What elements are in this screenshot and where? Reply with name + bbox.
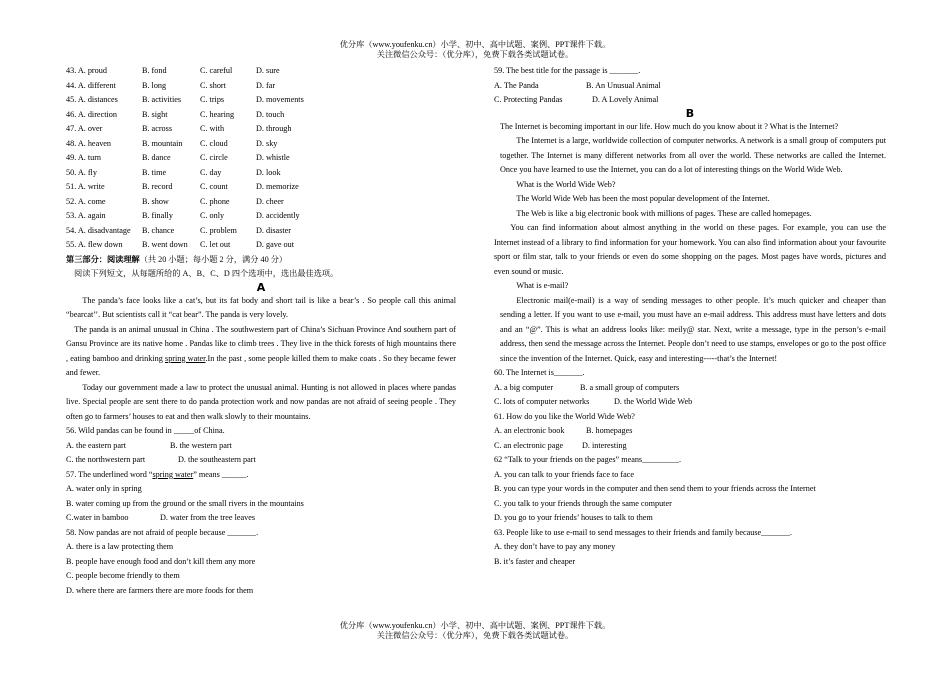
passage-a-p2-text-end: .In the past , some people killed them to make coats . So they became fewer and fewer. — [66, 353, 457, 377]
cloze-option-b: B. went down — [142, 240, 188, 249]
question-60-options-1 — [494, 381, 886, 396]
cloze-row — [66, 122, 456, 137]
q57-option-a: A. water only in spring — [66, 484, 142, 493]
cloze-row — [66, 93, 456, 108]
q62-option-a: A. you can talk to your friends face to face — [494, 469, 635, 479]
cloze-option-d: D. look — [256, 167, 281, 177]
q56-option-b: B. the western part — [170, 440, 232, 450]
cloze-option-c: C. with — [200, 124, 225, 133]
page-header — [0, 40, 950, 60]
passage-b-paragraph-7: What is e-mail? — [516, 281, 569, 290]
question-60-options-2 — [494, 395, 886, 410]
question-61-options-1 — [494, 424, 886, 439]
passage-b-paragraph-5: The Web is like a big electronic book with millions of pages. These are called homepages. — [516, 208, 812, 218]
passage-b-paragraph-3: What is the World Wide Web? — [516, 179, 616, 189]
passage-a-paragraph-2 — [66, 323, 456, 381]
question-61-options-2 — [494, 439, 886, 454]
cloze-option-c: C. let out — [200, 240, 231, 249]
q57-stem-start: 57. The underlined word “ — [66, 469, 153, 479]
cloze-option-b: B. fond — [142, 66, 167, 75]
q61-option-c: C. an electronic page — [494, 440, 564, 450]
header-line-2: 关注微信公众号：（优分库），免费下载各类试题试卷。 — [376, 50, 574, 59]
question-59: 59. The best title for the passage is _______. — [494, 66, 641, 75]
q61-option-d: D. interesting — [582, 440, 627, 450]
q56-option-d: D. the southeastern part — [178, 455, 256, 464]
q58-option-d: D. where there are farmers there are more foods for them — [66, 585, 254, 595]
cloze-option-c: C. only — [200, 211, 225, 220]
passage-a-paragraph-3: Today our government made a law to protect the unusual animal. Hunting is not allowed in places where pandas live. Special people are sent there to do panda protection work and now pandas are not afraid of seeing people . They often go to farmers’ houses to eat and then walk slowly to their mountains. — [66, 382, 456, 421]
cloze-option-d: D. memorize — [256, 182, 299, 191]
cloze-option-c: C. cloud — [200, 138, 228, 148]
passage-b-paragraph-1: The Internet is becoming important in our life. How much do you know about it ? What is the Internet? — [500, 121, 839, 131]
cloze-row — [66, 209, 456, 224]
cloze-option-d: D. disaster — [256, 225, 292, 235]
q58-option-c: C. people become friendly to them — [66, 571, 180, 580]
question-57 — [66, 468, 456, 483]
q62-option-b: B. you can type your words in the computer and then send them to your friends across the Internet — [494, 484, 816, 493]
q57-option-b: B. water coming up from the ground or the small rivers in the mountains — [66, 498, 304, 508]
cloze-row — [66, 238, 456, 253]
cloze-option-n: 52. A. come — [66, 196, 106, 206]
cloze-option-c: C. careful — [200, 66, 233, 75]
cloze-option-b: B. finally — [142, 211, 173, 220]
cloze-option-n: 43. A. proud — [66, 66, 107, 75]
cloze-option-b: B. show — [142, 196, 169, 206]
q59-option-c: C. Protecting Pandas — [494, 95, 563, 104]
cloze-option-c: C. day — [200, 167, 222, 177]
section3-note: （共 20 小题；每小题 2 分，满分 40 分） — [139, 254, 288, 264]
question-59-options-1 — [494, 79, 886, 94]
q57-underlined: spring water — [152, 469, 194, 479]
cloze-option-d: D. far — [256, 80, 276, 90]
q61-option-a: A. an electronic book — [494, 426, 565, 435]
q58-option-a: A. there is a law protecting them — [66, 542, 174, 551]
question-62: 62 “Talk to your friends on the pages” means_________. — [494, 455, 682, 464]
cloze-option-c: C. hearing — [200, 109, 235, 119]
footer-line-2: 关注微信公众号：（优分库），免费下载各类试题试卷。 — [376, 631, 574, 640]
question-57-options-cd — [66, 511, 456, 526]
q63-option-b: B. it’s faster and cheaper — [494, 556, 576, 566]
cloze-option-d: D. cheer — [256, 196, 284, 206]
section3-instruction: 阅读下列短文，从每题所给的 A、B、C、D 四个选项中，选出最佳选项。 — [74, 269, 339, 278]
cloze-option-b: B. activities — [142, 95, 182, 104]
cloze-option-b: B. chance — [142, 225, 175, 235]
section3-title: 第三部分：阅读理解 — [66, 254, 140, 264]
question-56-options-1 — [66, 439, 456, 454]
q56-option-c: C. the northwestern part — [66, 455, 146, 464]
cloze-option-d: D. whistle — [256, 153, 290, 162]
cloze-row — [66, 166, 456, 181]
passage-a-paragraph-1: The panda’s face looks like a cat’s, but its fat body and short tail is like a bear’s . So people call this animal “bearcat’’. But scientists call it “cat bear”. The panda is very lovely. — [66, 295, 456, 319]
cloze-option-d: D. sure — [256, 66, 280, 75]
left-column — [66, 64, 456, 598]
cloze-option-b: B. across — [142, 124, 173, 133]
passage-a-letter: A — [256, 280, 266, 294]
cloze-option-b: B. long — [142, 80, 167, 90]
cloze-option-c: C. phone — [200, 196, 230, 206]
cloze-option-n: 48. A. heaven — [66, 138, 112, 148]
underlined-spring-water: spring water — [165, 353, 206, 363]
right-column — [494, 64, 886, 569]
cloze-row — [66, 180, 456, 195]
cloze-row — [66, 224, 456, 239]
cloze-option-c: C. short — [200, 80, 226, 90]
cloze-option-n: 47. A. over — [66, 124, 103, 133]
cloze-option-n: 50. A. fly — [66, 167, 97, 177]
cloze-option-n: 53. A. again — [66, 211, 106, 220]
cloze-option-b: B. mountain — [142, 138, 183, 148]
question-63: 63. People like to use e-mail to send messages to their friends and family because_______. — [494, 527, 792, 537]
passage-b-letter: B — [685, 106, 695, 120]
cloze-option-c: C. count — [200, 182, 228, 191]
q60-option-a: A. a big computer — [494, 382, 554, 392]
passage-b-paragraph-2: The Internet is a large, worldwide collection of computer networks. A network is a small group of computers put together. The Internet is many different networks from all over the world. These networks are called the Internet. Once you have learned to use the Internet, you can do a lot of interesting things on the World Wide Web. — [500, 136, 886, 174]
q57-option-d: D. water from the tree leaves — [160, 513, 256, 522]
cloze-option-d: D. accidently — [256, 211, 300, 220]
cloze-option-n: 54. A. disadvantage — [66, 225, 131, 235]
section3-heading — [66, 253, 456, 268]
cloze-option-d: D. touch — [256, 109, 285, 119]
cloze-option-d: D. gave out — [256, 240, 294, 249]
q59-option-d: D. A Lovely Animal — [592, 95, 659, 104]
passage-b-paragraph-4: The World Wide Web has been the most popular development of the Internet. — [516, 194, 770, 203]
cloze-option-n: 51. A. write — [66, 182, 105, 191]
cloze-row — [66, 137, 456, 152]
cloze-option-b: B. record — [142, 182, 173, 191]
cloze-row — [66, 64, 456, 79]
cloze-option-b: B. sight — [142, 109, 168, 119]
cloze-option-d: D. sky — [256, 138, 278, 148]
q63-option-a: A. they don’t have to pay any money — [494, 542, 616, 551]
cloze-option-n: 49. A. turn — [66, 153, 102, 162]
cloze-options-list — [66, 64, 456, 253]
q59-option-a: A. The Panda — [494, 80, 539, 90]
page-footer — [0, 621, 950, 641]
question-56-options-2 — [66, 453, 456, 468]
q59-option-b: B. An Unusual Animal — [586, 80, 661, 90]
cloze-row — [66, 151, 456, 166]
q58-option-b: B. people have enough food and don’t kill them any more — [66, 556, 256, 566]
q57-option-c: C.water in bamboo — [66, 513, 129, 522]
q60-option-c: C. lots of computer networks — [494, 397, 590, 406]
q62-option-d: D. you go to your friends’ houses to talk to them — [494, 513, 653, 522]
q56-option-a: A. the eastern part — [66, 440, 127, 450]
passage-b-paragraph-6: You can find information about almost anything in the world on these pages. For example, you can use the Internet instead of a library to find information for your homework. You can also find information about your favourite sport or film star, talk to your friends or even do some shopping on the pages. Most pages have words, pictures and even sound or music. — [494, 223, 886, 276]
q60-option-b: B. a small group of computers — [580, 382, 680, 392]
header-line-1: 优分库（www.youfenku.cn）小学、初中、高中试题、案例、PPT课件下载。 — [339, 40, 611, 49]
cloze-row — [66, 79, 456, 94]
q57-stem-end: ” means ______. — [193, 469, 249, 479]
cloze-row — [66, 108, 456, 123]
cloze-option-c: C. trips — [200, 95, 225, 104]
q60-option-d: D. the World Wide Web — [614, 397, 693, 406]
question-61: 61. How do you like the World Wide Web? — [494, 411, 635, 421]
passage-a-p2-text: The panda is an animal unusual in China . The southwestern part of China’s Sichuan Province And southern part of Gansu Province are its native home . Pandas like to climb trees . They live in the thick forests of high mountains there , eating bamboo and drinking — [66, 324, 456, 363]
question-60: 60. The Internet is_______. — [494, 368, 585, 377]
q62-option-c: C. you talk to your friends through the same computer — [494, 498, 672, 508]
q61-option-b: B. homepages — [586, 426, 633, 435]
cloze-option-b: B. dance — [142, 153, 171, 162]
cloze-row — [66, 195, 456, 210]
cloze-option-d: D. through — [256, 124, 292, 133]
footer-line-1: 优分库（www.youfenku.cn）小学、初中、高中试题、案例、PPT课件下载。 — [339, 621, 611, 630]
cloze-option-d: D. movements — [256, 95, 304, 104]
cloze-option-n: 44. A. different — [66, 80, 116, 90]
question-58: 58. Now pandas are not afraid of people because _______. — [66, 527, 259, 537]
cloze-option-c: C. circle — [200, 153, 228, 162]
question-56: 56. Wild pandas can be found in _____of China. — [66, 426, 225, 435]
passage-b-paragraph-8: Electronic mail(e-mail) is a way of sending messages to other people. It’s much quicker and cheaper than sending a letter. If you want to use e-mail, you must have an e-mail address. This address must have letters and dots and an “@”. This is what an address looks like: meily@ star. Next, write a message, type in the person’s e-mail address, then send the message across the Internet. People don’t need to use stamps, envelopes or go to the post office since the invention of the Internet. Quick, easy and interesting-----that’s the Internet! — [500, 295, 887, 363]
cloze-option-b: B. time — [142, 167, 167, 177]
cloze-option-c: C. problem — [200, 225, 237, 235]
cloze-option-n: 45. A. distances — [66, 95, 118, 104]
question-59-options-2 — [494, 93, 886, 108]
cloze-option-n: 55. A. flew down — [66, 240, 123, 249]
cloze-option-n: 46. A. direction — [66, 109, 117, 119]
